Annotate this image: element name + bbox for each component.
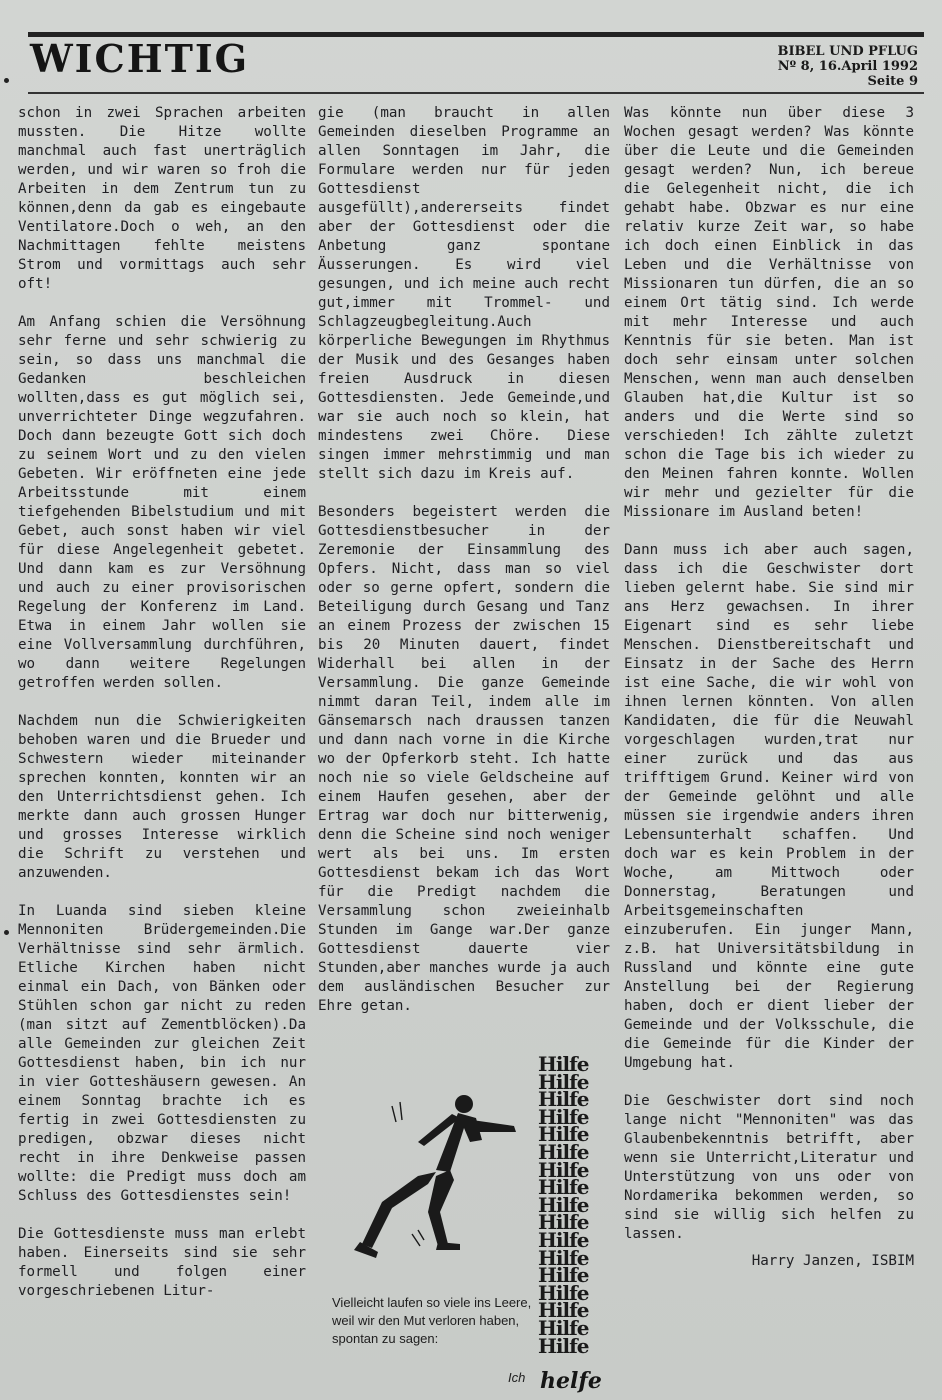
paragraph: Besonders begeistert werden die Gottesdienstbesucher in der Zeremonie der Einsammlung des Opfers. Nicht, dass man so viel oder so gerne opfert, sondern die Beteiligung durch Gesang und Tanz an einem Prozess der zwischen 15 bis 20 Minuten dauert, findet Widerhall bei allen in der Versammlung. Die ganze Gemeinde nimmt daran Teil, indem alle im Gänsemarsch nach draussen tanzen und dann nach vorne in die Kirche wo der Opferkorb steht. Ich hatte noch nie so viele Geldscheine auf einem Haufen gesehen, aber der Ertrag war doch nur bitterwenig, denn die Scheine sind noch weniger wert als bei uns. Im ersten Gottesdienst bekam ich das Wort für die Predigt nachdem die Versammlung schon zweieinhalb Stunden im Gange war.Der ganze Gottesdienst dauerte vier Stunden,aber manches wurde ja auch dem ausländischen Besucher zur Ehre getan. — [318, 504, 610, 1014]
hilfe-word: Hilfe — [538, 1139, 589, 1164]
hilfe-word-stack — [538, 1052, 604, 1358]
article-column-1 — [18, 104, 306, 1301]
hilfe-word: Hilfe — [538, 1104, 589, 1129]
hilfe-word: Hilfe — [538, 1227, 589, 1252]
hilfe-word: Hilfe — [538, 1157, 589, 1182]
publication-name: BIBEL UND PFLUG — [777, 44, 918, 59]
answer-helfe: helfe — [540, 1368, 602, 1394]
article-column-2 — [318, 104, 610, 1016]
running-man-illustration — [332, 1080, 522, 1280]
issue-info — [618, 44, 918, 89]
hilfe-word: Hilfe — [538, 1175, 589, 1200]
article-column-3 — [624, 104, 914, 1271]
hilfe-word: Hilfe — [538, 1069, 589, 1094]
hilfe-word: Hilfe — [538, 1280, 589, 1305]
hilfe-word: Hilfe — [538, 1087, 589, 1112]
header-bottom-rule — [28, 92, 924, 94]
paragraph: schon in zwei Sprachen arbeiten mussten. Die Hitze wollte manchmal auch fast unerträglich werden, und wir waren so froh die Arbeiten in dem Zentrum tun zu können,denn da gab es eingebaute Ventilatore.Doch o weh, an den Nachmittagen fehlte meistens Strom und vormittags auch sehr oft! — [18, 105, 306, 292]
illustration-caption: Vielleicht laufen so viele ins Leere, weil wir den Mut verloren haben, spontan zu sagen: — [332, 1295, 532, 1346]
paragraph: Was könnte nun über diese 3 Wochen gesagt werden? Was könnte über die Leute und die Gemeinden gesagt werden? Nun, ich bereue die Gelegenheit nicht, die ich gehabt habe. Obzwar es nur eine relativ kurze Zeit war, so habe ich doch einen Einblick in das Leben und die Verhältnisse von Missionaren tun dürfen, die an so einem Ort tätig sind. Ich werde mit mehr Interesse und auch Kenntnis für sie beten. Man ist doch sehr einsam unter solchen Menschen, wenn man auch denselben Glauben hat,die Kultur ist so anders und die Werte sind so verschieden! Ich zählte zuletzt schon die Tage bis ich wieder zu den Meinen fahren konnte. Wollen wir mehr und gezielter für die Missionare im Ausland beten! — [624, 105, 914, 520]
punch-hole-mark — [4, 930, 9, 935]
paragraph: gie (man braucht in allen Gemeinden dieselben Programme an allen Sonntagen im Jahr, die Formulare werden nur für jeden Gottesdienst ausgefüllt),andererseits findet aber der Gottesdienst oder die Anbetung ganz spontane Äusserungen. Es wird viel gesungen, und ich meine auch recht gut,immer mit Trommel- und Schlagzeugbegleitung.Auch körperliche Bewegungen im Rhythmus der Musik und des Gesanges haben freien Ausdruck in diesen Gottesdiensten. Jede Gemeinde,und war sie auch noch so klein, hat mindestens zwei Chöre. Diese singen immer mehrstimmig und man stellt sich dazu im Kreis auf. — [318, 105, 610, 482]
hilfe-word: Hilfe — [538, 1315, 589, 1340]
hilfe-word: Hilfe — [538, 1263, 589, 1288]
issue-date: Nº 8, 16.April 1992 — [777, 59, 918, 74]
hilfe-word: Hilfe — [538, 1333, 589, 1358]
paragraph: Nachdem nun die Schwierigkeiten behoben waren und die Brueder und Schwestern wieder miteinander sprechen konnten, konnten wir an den Unterrichtsdienst gehen. Ich merkte dann auch grossen Hunger und grosses Interesse wirklich die Schrift zu verstehen und anzuwenden. — [18, 713, 306, 881]
page-title: WICHTIG — [30, 36, 250, 81]
paragraph: Die Gottesdienste muss man erlebt haben. Einerseits sind sie sehr formell und folgen einer vorgeschriebenen Litur- — [18, 1226, 306, 1299]
paragraph: Dann muss ich aber auch sagen, dass ich die Geschwister dort lieben gelernt habe. Sie sind mir ans Herz gewachsen. In ihrer Eigenart sind es sehr liebe Menschen. Dienstbereitschaft und Einsatz in der Sache des Herrn ist eine Sache, die wir wohl von ihnen lernen könnten. Von allen Kandidaten, die für die Neuwahl vorgeschlagen wurden,trat nur einer zurück und das aus trifftigem Grund. Keiner wird von der Gemeinde gelöhnt und alle müssen sie irgendwie anders ihren Lebensunterhalt schaffen. Und doch war es kein Problem in der Woche, am Mittwoch oder Donnerstag, Beratungen und Arbeitsgemeinschaften einzuberufen. Ein junger Mann, z.B. hat Universitätsbildung in Russland und könnte eine gute Anstellung bei der Regierung haben, doch er dient lieber der Gemeinde und der Volksschule, die die Gemeinde für die Kinder der Umgebung hat. — [624, 542, 914, 1071]
answer-ich: Ich — [508, 1370, 526, 1385]
hilfe-word: Hilfe — [538, 1245, 589, 1270]
hilfe-word: Hilfe — [538, 1052, 589, 1076]
hilfe-word: Hilfe — [538, 1192, 589, 1217]
paragraph: Am Anfang schien die Versöhnung sehr ferne und sehr schwierig zu sein, so dass uns manchmal die Gedanken beschleichen wollten,dass es gut möglich sei, unverrichteter Dinge wegzufahren. Doch dann bezeugte Gott sich doch zu seinem Wort und zu den vielen Gebeten. Wir eröffneten eine jede Arbeitsstunde mit einem tiefgehenden Bibelstudium und mit Gebet, auch sonst haben wir viel für diese Angelegenheit gebetet. Und dann kam es zur Versöhnung und auch zu einer provisorischen Regelung der Konferenz im Land. Etwa in einem Jahr wollen sie eine Vollversammlung durchführen, wo dann weitere Regelungen getroffen werden sollen. — [18, 314, 306, 691]
page-number: Seite 9 — [867, 74, 918, 89]
hilfe-word: Hilfe — [538, 1122, 589, 1147]
author-signature: Harry Janzen, ISBIM — [751, 1253, 914, 1269]
hilfe-word: Hilfe — [538, 1298, 589, 1323]
paragraph: In Luanda sind sieben kleine Mennoniten Brüdergemeinden.Die Verhältnisse sind sehr ärmlich. Etliche Kirchen haben nicht einmal ein Dach, von Bänken oder Stühlen schon gar nicht zu reden (man sitzt auf Zementblöcken).Da alle Gemeinden zur gleichen Zeit Gottesdienst haben, bin ich nur in vier Gotteshäusern gewesen. An einem Sonntag brachte ich es fertig in zwei Gottesdiensten zu predigen, obzwar dieses nicht recht in ihre Denkweise passen wollte: die Predigt muss doch am Schluss des Gottesdienstes sein! — [18, 903, 306, 1204]
punch-hole-mark — [4, 78, 9, 83]
paragraph: Die Geschwister dort sind noch lange nicht "Mennoniten" was das Glaubenbekenntnis betrifft, aber wenn sie Unterricht,Literatur und Unterstützung von uns oder von Nordamerika bekommen werden, so sind sie willig sich helfen zu lassen. — [624, 1093, 914, 1242]
hilfe-word: Hilfe — [538, 1210, 589, 1235]
